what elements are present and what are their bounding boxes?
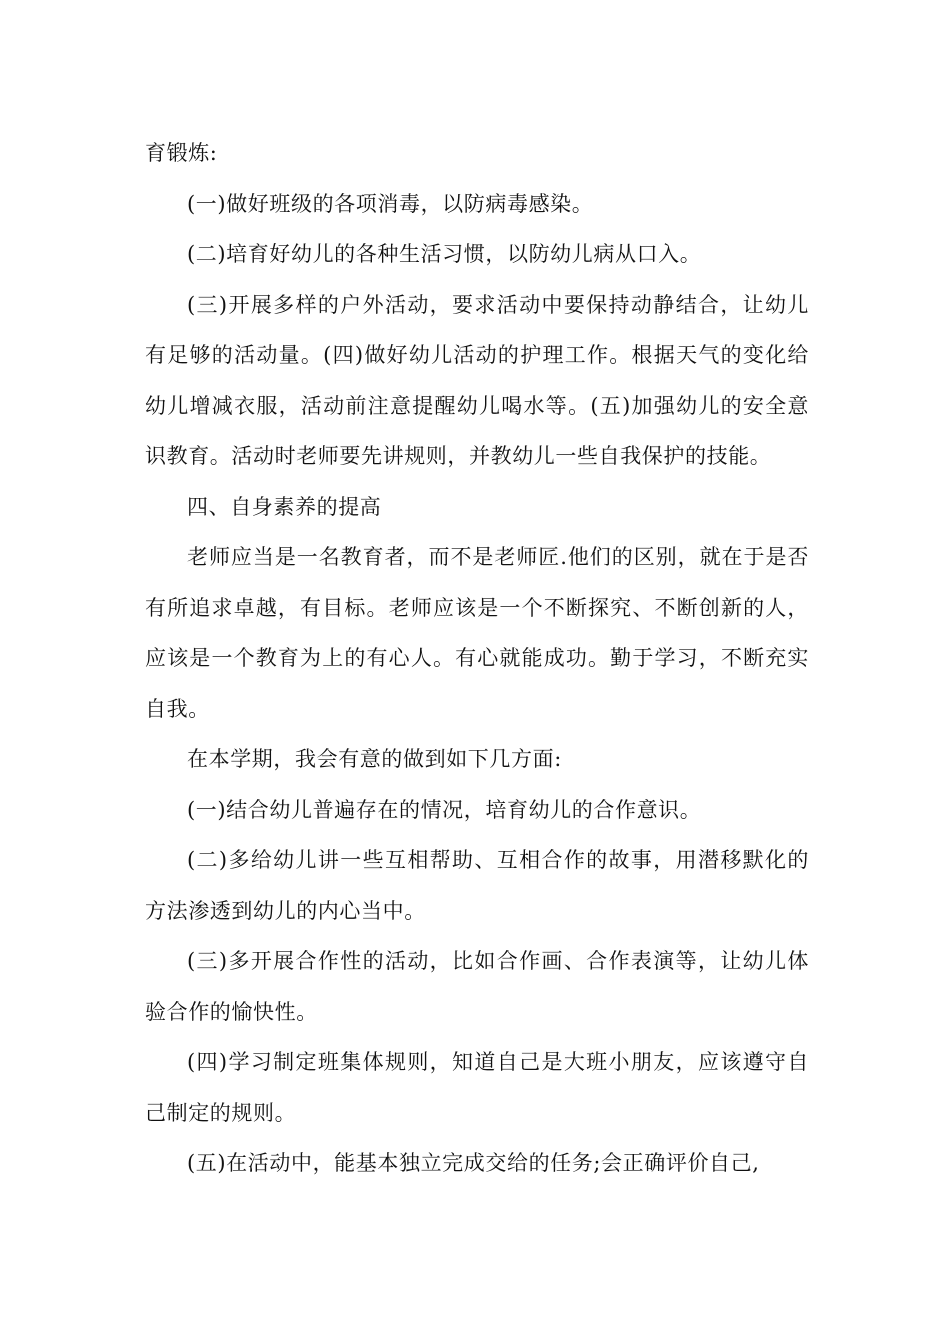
- paragraph-item-cooperation: (一)结合幼儿普遍存在的情况，培育幼儿的合作意识。: [187, 797, 702, 822]
- paragraph-outdoor-activities: (三)开展多样的户外活动，要求活动中要保持动静结合，让幼儿有足够的活动量。(四)做好幼儿活动的护理工作。根据天气的变化给幼儿增减衣服，活动前注意提醒幼儿喝水等。(五)加强幼儿的安全意识教育。活动时老师要先讲规则，并教幼儿一些自我保护的技能。: [145, 292, 809, 468]
- paragraph-item-stories: (二)多给幼儿讲一些互相帮助、互相合作的故事，用潜移默化的方法渗透到幼儿的内心当中。: [145, 848, 809, 923]
- paragraph-item-rules: (四)学习制定班集体规则，知道自己是大班小朋友，应该遵守自己制定的规则。: [145, 1050, 809, 1125]
- paragraph-item-independence: (五)在活动中，能基本独立完成交给的任务;会正确评价自己,: [187, 1151, 760, 1175]
- paragraph-item-cooperative-activities: (三)多开展合作性的活动，比如合作画、合作表演等，让幼儿体验合作的愉快性。: [145, 949, 809, 1024]
- paragraph-continuation: 育锻炼:: [145, 141, 218, 165]
- paragraph-teacher-role: 老师应当是一名教育者，而不是老师匠.他们的区别，就在于是否有所追求卓越，有目标。老师应该是一个不断探究、不断创新的人，应该是一个教育为上的有心人。有心就能成功。勤于学习，不断充实自我。: [145, 545, 809, 721]
- paragraph-item-disinfection: (一)做好班级的各项消毒，以防病毒感染。: [187, 191, 594, 216]
- document-body: [145, 128, 809, 1189]
- paragraph-semester-intro: 在本学期，我会有意的做到如下几方面:: [187, 747, 562, 771]
- paragraph-item-habits: (二)培育好幼儿的各种生活习惯，以防幼儿病从口入。: [187, 242, 702, 266]
- section-heading-self-improvement: 四、自身素养的提高: [187, 494, 382, 519]
